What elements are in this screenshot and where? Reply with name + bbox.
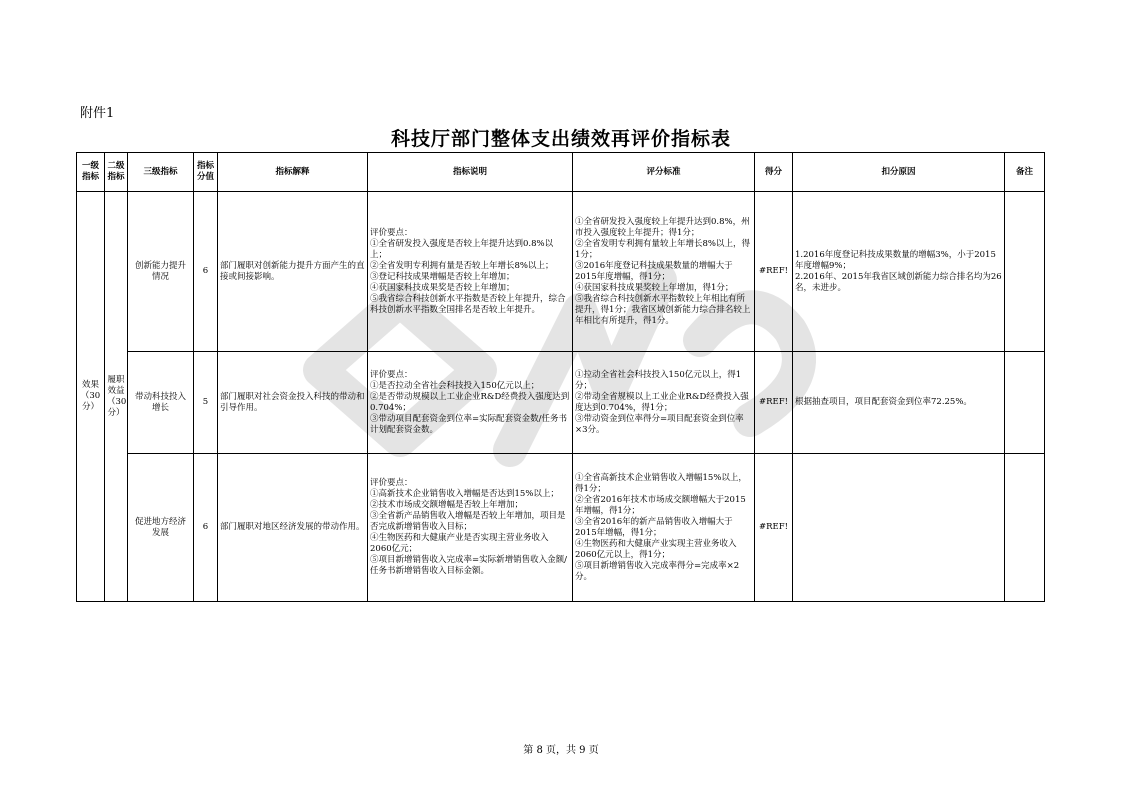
page-title: 科技厅部门整体支出绩效再评价指标表 bbox=[390, 128, 731, 150]
weight-cell: 5 bbox=[194, 352, 218, 454]
desc-cell: 评价要点： ①高新技术企业销售收入增幅是否达到15%以上； ②技术市场成交额增幅是否较上年增加； ③全省新产品销售收入增幅是否较上年增加，项目是否完成新增销售收入目标； ④生物医药和大健康产业是否实现主营业务收入2060亿元； ⑤项目新增销售收入完成率=实际新增销售收入金额/任务书新增销售收入目标金额。 bbox=[368, 454, 573, 602]
header-level1: 一级 指标 bbox=[77, 153, 105, 192]
header-note: 备注 bbox=[1005, 153, 1045, 192]
header-weight: 指标 分值 bbox=[194, 153, 218, 192]
criteria-cell: ①拉动全省社会科技投入150亿元以上，得1分； ②带动全省规模以上工业企业R&D经费投入强度达到0.704%，得1分； ③带动资金到位率得分=项目配套资金到位率×3分。 bbox=[573, 352, 755, 454]
header-criteria: 评分标准 bbox=[573, 153, 755, 192]
reason-cell: 1.2016年度登记科技成果数量的增幅3%，小于2015年度增幅9%； 2.2016年、2015年我省区域创新能力综合排名均为26名，未进步。 bbox=[793, 192, 1005, 352]
criteria-cell: ①全省高新技术企业销售收入增幅15%以上，得1分； ②全省2016年技术市场成交额增幅大于2015年增幅，得1分； ③全省2016年的新产品销售收入增幅大于2015年增幅，得1分； ④生物医药和大健康产业实现主营业务收入2060亿元以上，得1分； ⑤项目新增销售收入完成率得分=完成率×2分。 bbox=[573, 454, 755, 602]
weight-cell: 6 bbox=[194, 454, 218, 602]
explain-cell: 部门履职对地区经济发展的带动作用。 bbox=[218, 454, 368, 602]
page-footer: 第 8 页，共 9 页 bbox=[523, 745, 599, 756]
note-cell bbox=[1005, 352, 1045, 454]
criteria-cell: ①全省研发投入强度较上年提升达到0.8%，州市投入强度较上年提升；得1分； ②全省发明专利拥有量较上年增长8%以上，得1分； ③2016年度登记科技成果数量的增幅大于2015年度增幅，得1分； ④获国家科技成果奖较上年增加，得1分； ⑤我省综合科技创新水平指数较上年相比有所提升，得1分；我省区域创新能力综合排名较上年相比有所提升，得1分。 bbox=[573, 192, 755, 352]
attachment-label: 附件1 bbox=[80, 106, 115, 121]
note-cell bbox=[1005, 192, 1045, 352]
table-row bbox=[77, 192, 1045, 352]
level1-cell: 效果 （30 分） bbox=[77, 192, 105, 602]
weight-cell: 6 bbox=[194, 192, 218, 352]
table-row bbox=[77, 352, 1045, 454]
level2-cell: 履职 效益 （30 分） bbox=[105, 192, 128, 602]
desc-cell: 评价要点： ①是否拉动全省社会科技投入150亿元以上； ②是否带动规模以上工业企业R&D经费投入强度达到0.704%； ③带动项目配套资金到位率=实际配套资金数/任务书计划配套资金数。 bbox=[368, 352, 573, 454]
table-row bbox=[77, 454, 1045, 602]
reason-cell: 根据抽查项目，项目配套资金到位率72.25%。 bbox=[793, 352, 1005, 454]
level3-cell: 带动科技投入 增长 bbox=[128, 352, 194, 454]
score-cell: #REF! bbox=[755, 454, 793, 602]
header-level3: 三级指标 bbox=[128, 153, 194, 192]
level3-cell: 创新能力提升 情况 bbox=[128, 192, 194, 352]
reason-cell bbox=[793, 454, 1005, 602]
header-score: 得分 bbox=[755, 153, 793, 192]
score-cell: #REF! bbox=[755, 192, 793, 352]
header-level2: 二级 指标 bbox=[105, 153, 128, 192]
evaluation-table bbox=[76, 152, 1045, 602]
desc-cell: 评价要点： ①全省研发投入强度是否较上年提升达到0.8%以上； ②全省发明专利拥有量是否较上年增长8%以上； ③登记科技成果增幅是否较上年增加； ④获国家科技成果奖是否较上年增加； ⑤我省综合科技创新水平指数是否较上年提升，综合科技创新水平指数全国排名是否较上年提升。 bbox=[368, 192, 573, 352]
score-cell: #REF! bbox=[755, 352, 793, 454]
explain-cell: 部门履职对社会资金投入科技的带动和引导作用。 bbox=[218, 352, 368, 454]
note-cell bbox=[1005, 454, 1045, 602]
level3-cell: 促进地方经济 发展 bbox=[128, 454, 194, 602]
header-row bbox=[77, 153, 1045, 192]
explain-cell: 部门履职对创新能力提升方面产生的直接或间接影响。 bbox=[218, 192, 368, 352]
header-desc: 指标说明 bbox=[368, 153, 573, 192]
header-explain: 指标解释 bbox=[218, 153, 368, 192]
header-reason: 扣分原因 bbox=[793, 153, 1005, 192]
